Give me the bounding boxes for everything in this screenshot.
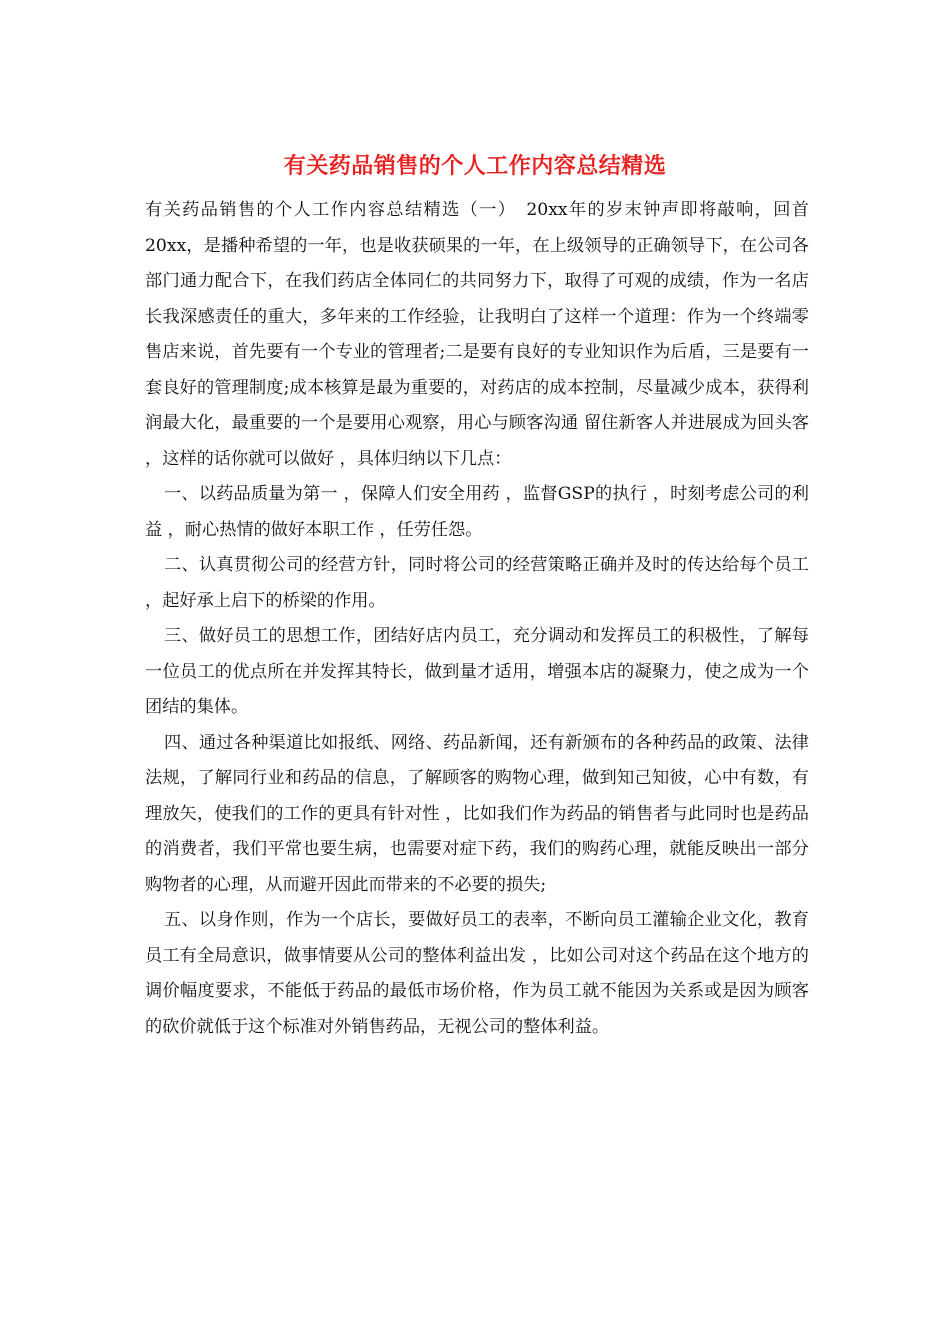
point-2-paragraph: 二、认真贯彻公司的经营方针，同时将公司的经营策略正确并及时的传达给每个员工 ，起好承上启下的桥梁的作用。 <box>145 555 809 611</box>
document-title: 有关药品销售的个人工作内容总结精选 <box>283 153 667 179</box>
point-1-paragraph: 一、以药品质量为第一 ，保障人们安全用药 ，监督GSP的执行 ，时刻考虑公司的利益 ，耐心热情的做好本职工作 ，任劳任怨。 <box>145 484 809 540</box>
point-4-paragraph: 四、通过各种渠道比如报纸、网络、药品新闻，还有新颁布的各种药品的政策、法律法规，了解同行业和药品的信息，了解顾客的购物心理，做到知己知彼，心中有数，有理放矢，使我们的工作的更具有针对性 ，比如我们作为药品的销售者与此同时也是药品的消费者，我们平常也要生病，也需要对症下药，我们的购药心理，就能反映出一部分购物者的心理，从而避开因此而带来的不必要的损失; <box>145 732 809 895</box>
document-body <box>145 193 809 1045</box>
point-3-paragraph: 三、做好员工的思想工作，团结好店内员工，充分调动和发挥员工的积极性，了解每一位员工的优点所在并发挥其特长，做到量才适用，增强本店的凝聚力，使之成为一个团结的集体。 <box>145 626 809 717</box>
point-5-paragraph: 五、以身作则，作为一个店长，要做好员工的表率，不断向员工灌输企业文化，教育员工有全局意识，做事情要从公司的整体利益出发 ，比如公司对这个药品在这个地方的调价幅度要求，不能低于药品的最低市场价格，作为员工就不能因为关系或是因为顾客的砍价就低于这个标准对外销售药品，无视公司的整体利益。 <box>145 910 809 1037</box>
intro-paragraph: 有关药品销售的个人工作内容总结精选（一） 20xx年的岁末钟声即将敲响，回首20xx，是播种希望的一年，也是收获硕果的一年，在上级领导的正确领导下，在公司各部门通力配合下，在我们药店全体同仁的共同努力下，取得了可观的成绩，作为一名店长我深感责任的重大，多年来的工作经验，让我明白了这样一个道理：作为一个终端零售店来说，首先要有一个专业的管理者;二是要有良好的专业知识作为后盾，三是要有一套良好的管理制度;成本核算是最为重要的，对药店的成本控制，尽量减少成本，获得利润最大化，最重要的一个是要用心观察，用心与顾客沟通 留住新客人并进展成为回头客 ，这样的话你就可以做好 ，具体归纳以下几点： <box>145 200 809 469</box>
